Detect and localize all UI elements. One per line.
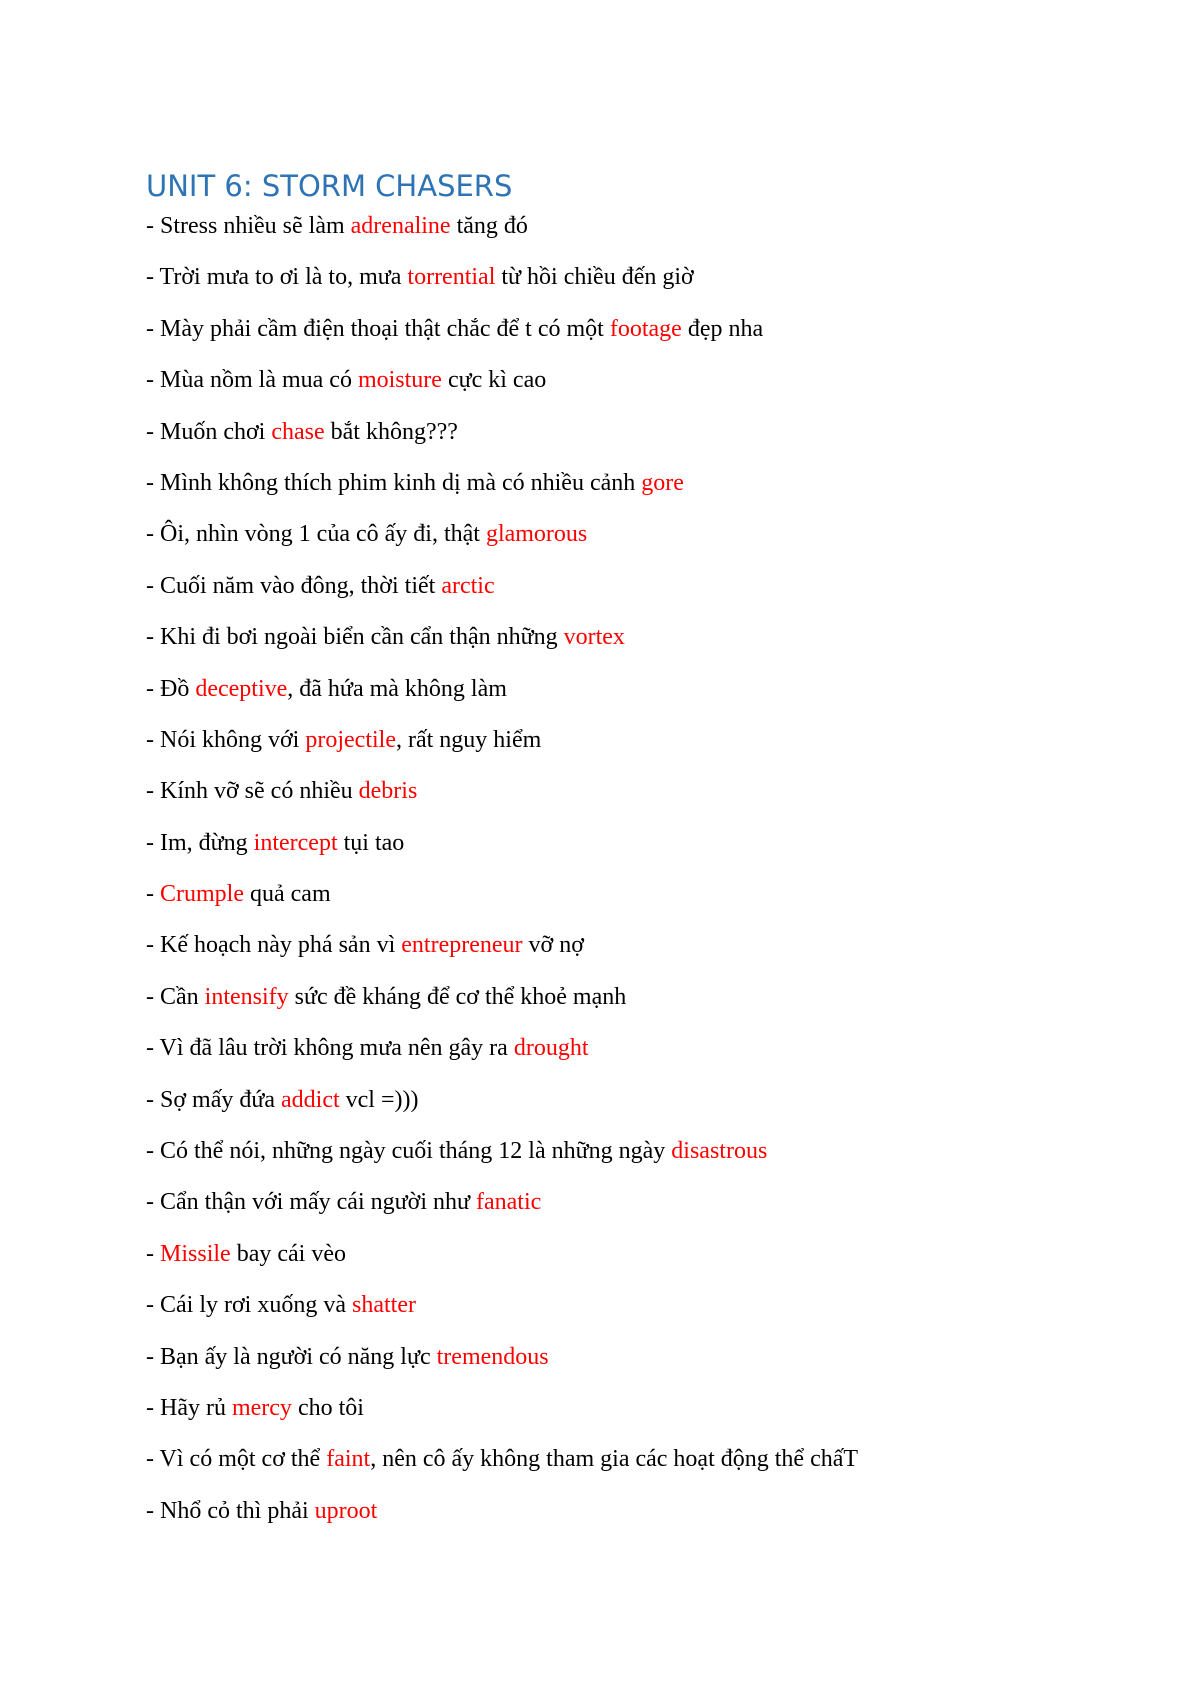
list-item — [146, 313, 1146, 364]
vocabulary-keyword: fanatic — [476, 1189, 542, 1216]
line-text: - Khi đi bơi ngoài biển cần cẩn thận những — [146, 624, 564, 651]
list-item — [146, 1032, 1146, 1083]
vocabulary-keyword: vortex — [563, 624, 625, 651]
line-text: - Vì đã lâu trời không mưa nên gây ra — [146, 1035, 514, 1062]
line-text: , rất nguy hiểm — [395, 726, 542, 753]
list-item — [146, 929, 1146, 980]
vocabulary-keyword: chase — [271, 418, 325, 445]
vocabulary-keyword: gore — [641, 469, 684, 496]
vocabulary-keyword: intercept — [253, 829, 338, 856]
line-text: - Cuối năm vào đông, thời tiết — [146, 572, 442, 599]
vocabulary-keyword: shatter — [352, 1292, 416, 1319]
vocabulary-keyword: addict — [281, 1086, 340, 1113]
line-text: - Mày phải cầm điện thoại thật chắc để t có một — [146, 315, 610, 342]
vocabulary-keyword: mercy — [231, 1394, 292, 1421]
vocabulary-keyword: Crumple — [160, 881, 244, 908]
list-item — [146, 518, 1146, 569]
line-text: - Vì có một cơ thể — [146, 1446, 327, 1473]
line-text: - Kính vỡ sẽ có nhiều — [146, 778, 359, 805]
vocabulary-keyword: projectile — [305, 726, 396, 753]
list-item — [146, 1341, 1146, 1392]
list-item — [146, 1238, 1146, 1289]
vocabulary-keyword: moisture — [357, 367, 442, 394]
vocabulary-keyword: glamorous — [485, 521, 588, 548]
line-text: - Nhổ cỏ thì phải — [146, 1497, 315, 1524]
list-item — [146, 1084, 1146, 1135]
list-item — [146, 1495, 1146, 1546]
list-item — [146, 775, 1146, 826]
list-item — [146, 467, 1146, 518]
vocabulary-keyword: drought — [513, 1035, 589, 1062]
vocabulary-keyword: uproot — [314, 1497, 378, 1524]
line-text: cực kì cao — [441, 367, 547, 394]
vocabulary-keyword: torrential — [407, 264, 496, 291]
line-text: - — [146, 1240, 160, 1267]
list-item — [146, 621, 1146, 672]
vocabulary-keyword: tremendous — [436, 1343, 549, 1370]
line-text: đẹp nha — [681, 315, 764, 342]
list-item — [146, 210, 1146, 261]
list-item — [146, 981, 1146, 1032]
line-text: vỡ nợ — [522, 932, 584, 959]
line-text: - — [146, 881, 160, 908]
list-item — [146, 878, 1146, 929]
line-text: - Stress nhiều sẽ làm — [146, 213, 351, 239]
vocabulary-keyword: Missile — [160, 1240, 231, 1267]
list-item — [146, 1186, 1146, 1237]
vocabulary-keyword: disastrous — [671, 1138, 768, 1165]
list-item — [146, 1289, 1146, 1340]
list-item — [146, 1392, 1146, 1443]
line-text: - Hãy rủ — [146, 1394, 232, 1421]
line-text: - Bạn ấy là người có năng lực — [146, 1343, 437, 1370]
vocabulary-keyword: faint — [326, 1446, 371, 1473]
vocabulary-list — [146, 210, 1146, 1546]
line-text: tăng đó — [450, 213, 528, 239]
line-text: cho tôi — [291, 1394, 364, 1421]
line-text: quả cam — [244, 881, 331, 908]
list-item — [146, 1135, 1146, 1186]
line-text: sức đề kháng để cơ thể khoẻ mạnh — [288, 983, 627, 1010]
line-text: - Mùa nồm là mua có — [146, 367, 358, 394]
line-text: bay cái vèo — [230, 1240, 346, 1267]
line-text: - Có thể nói, những ngày cuối tháng 12 là những ngày — [146, 1138, 672, 1165]
list-item — [146, 364, 1146, 415]
line-text: - Đồ — [146, 675, 196, 702]
line-text: - Cẩn thận với mấy cái người như — [146, 1189, 476, 1216]
line-text: - Cái ly rơi xuống và — [146, 1292, 352, 1319]
line-text: vcl =))) — [339, 1086, 419, 1113]
line-text: , nên cô ấy không tham gia các hoạt động thể chấT — [370, 1446, 859, 1473]
line-text: từ hồi chiều đến giờ — [495, 264, 694, 291]
list-item — [146, 416, 1146, 467]
line-text: - Nói không với — [146, 726, 306, 753]
list-item — [146, 673, 1146, 724]
line-text: - Mình không thích phim kinh dị mà có nhiều cảnh — [146, 469, 642, 496]
line-text: - Ôi, nhìn vòng 1 của cô ấy đi, thật — [146, 521, 486, 548]
vocabulary-keyword: footage — [609, 315, 682, 342]
vocabulary-keyword: arctic — [441, 572, 495, 599]
list-item — [146, 570, 1146, 621]
line-text: - Cần — [146, 983, 205, 1010]
list-item — [146, 827, 1146, 878]
vocabulary-keyword: adrenaline — [350, 213, 451, 239]
line-text: - Sợ mấy đứa — [146, 1086, 282, 1113]
list-item — [146, 1443, 1146, 1494]
line-text: - Im, đừng — [146, 829, 254, 856]
vocabulary-keyword: entrepreneur — [401, 932, 523, 959]
list-item — [146, 261, 1146, 312]
list-item — [146, 724, 1146, 775]
vocabulary-keyword: debris — [358, 778, 418, 805]
line-text: - Muốn chơi — [146, 418, 272, 445]
line-text: tụi tao — [337, 829, 405, 856]
vocabulary-keyword: intensify — [204, 983, 289, 1010]
line-text: , đã hứa mà không làm — [287, 675, 507, 702]
line-text: bắt không??? — [324, 418, 458, 445]
line-text: - Trời mưa to ơi là to, mưa — [146, 264, 408, 291]
vocabulary-keyword: deceptive — [195, 675, 288, 702]
line-text: - Kế hoạch này phá sản vì — [146, 932, 402, 959]
page-title: UNIT 6: STORM CHASERS — [146, 169, 513, 203]
